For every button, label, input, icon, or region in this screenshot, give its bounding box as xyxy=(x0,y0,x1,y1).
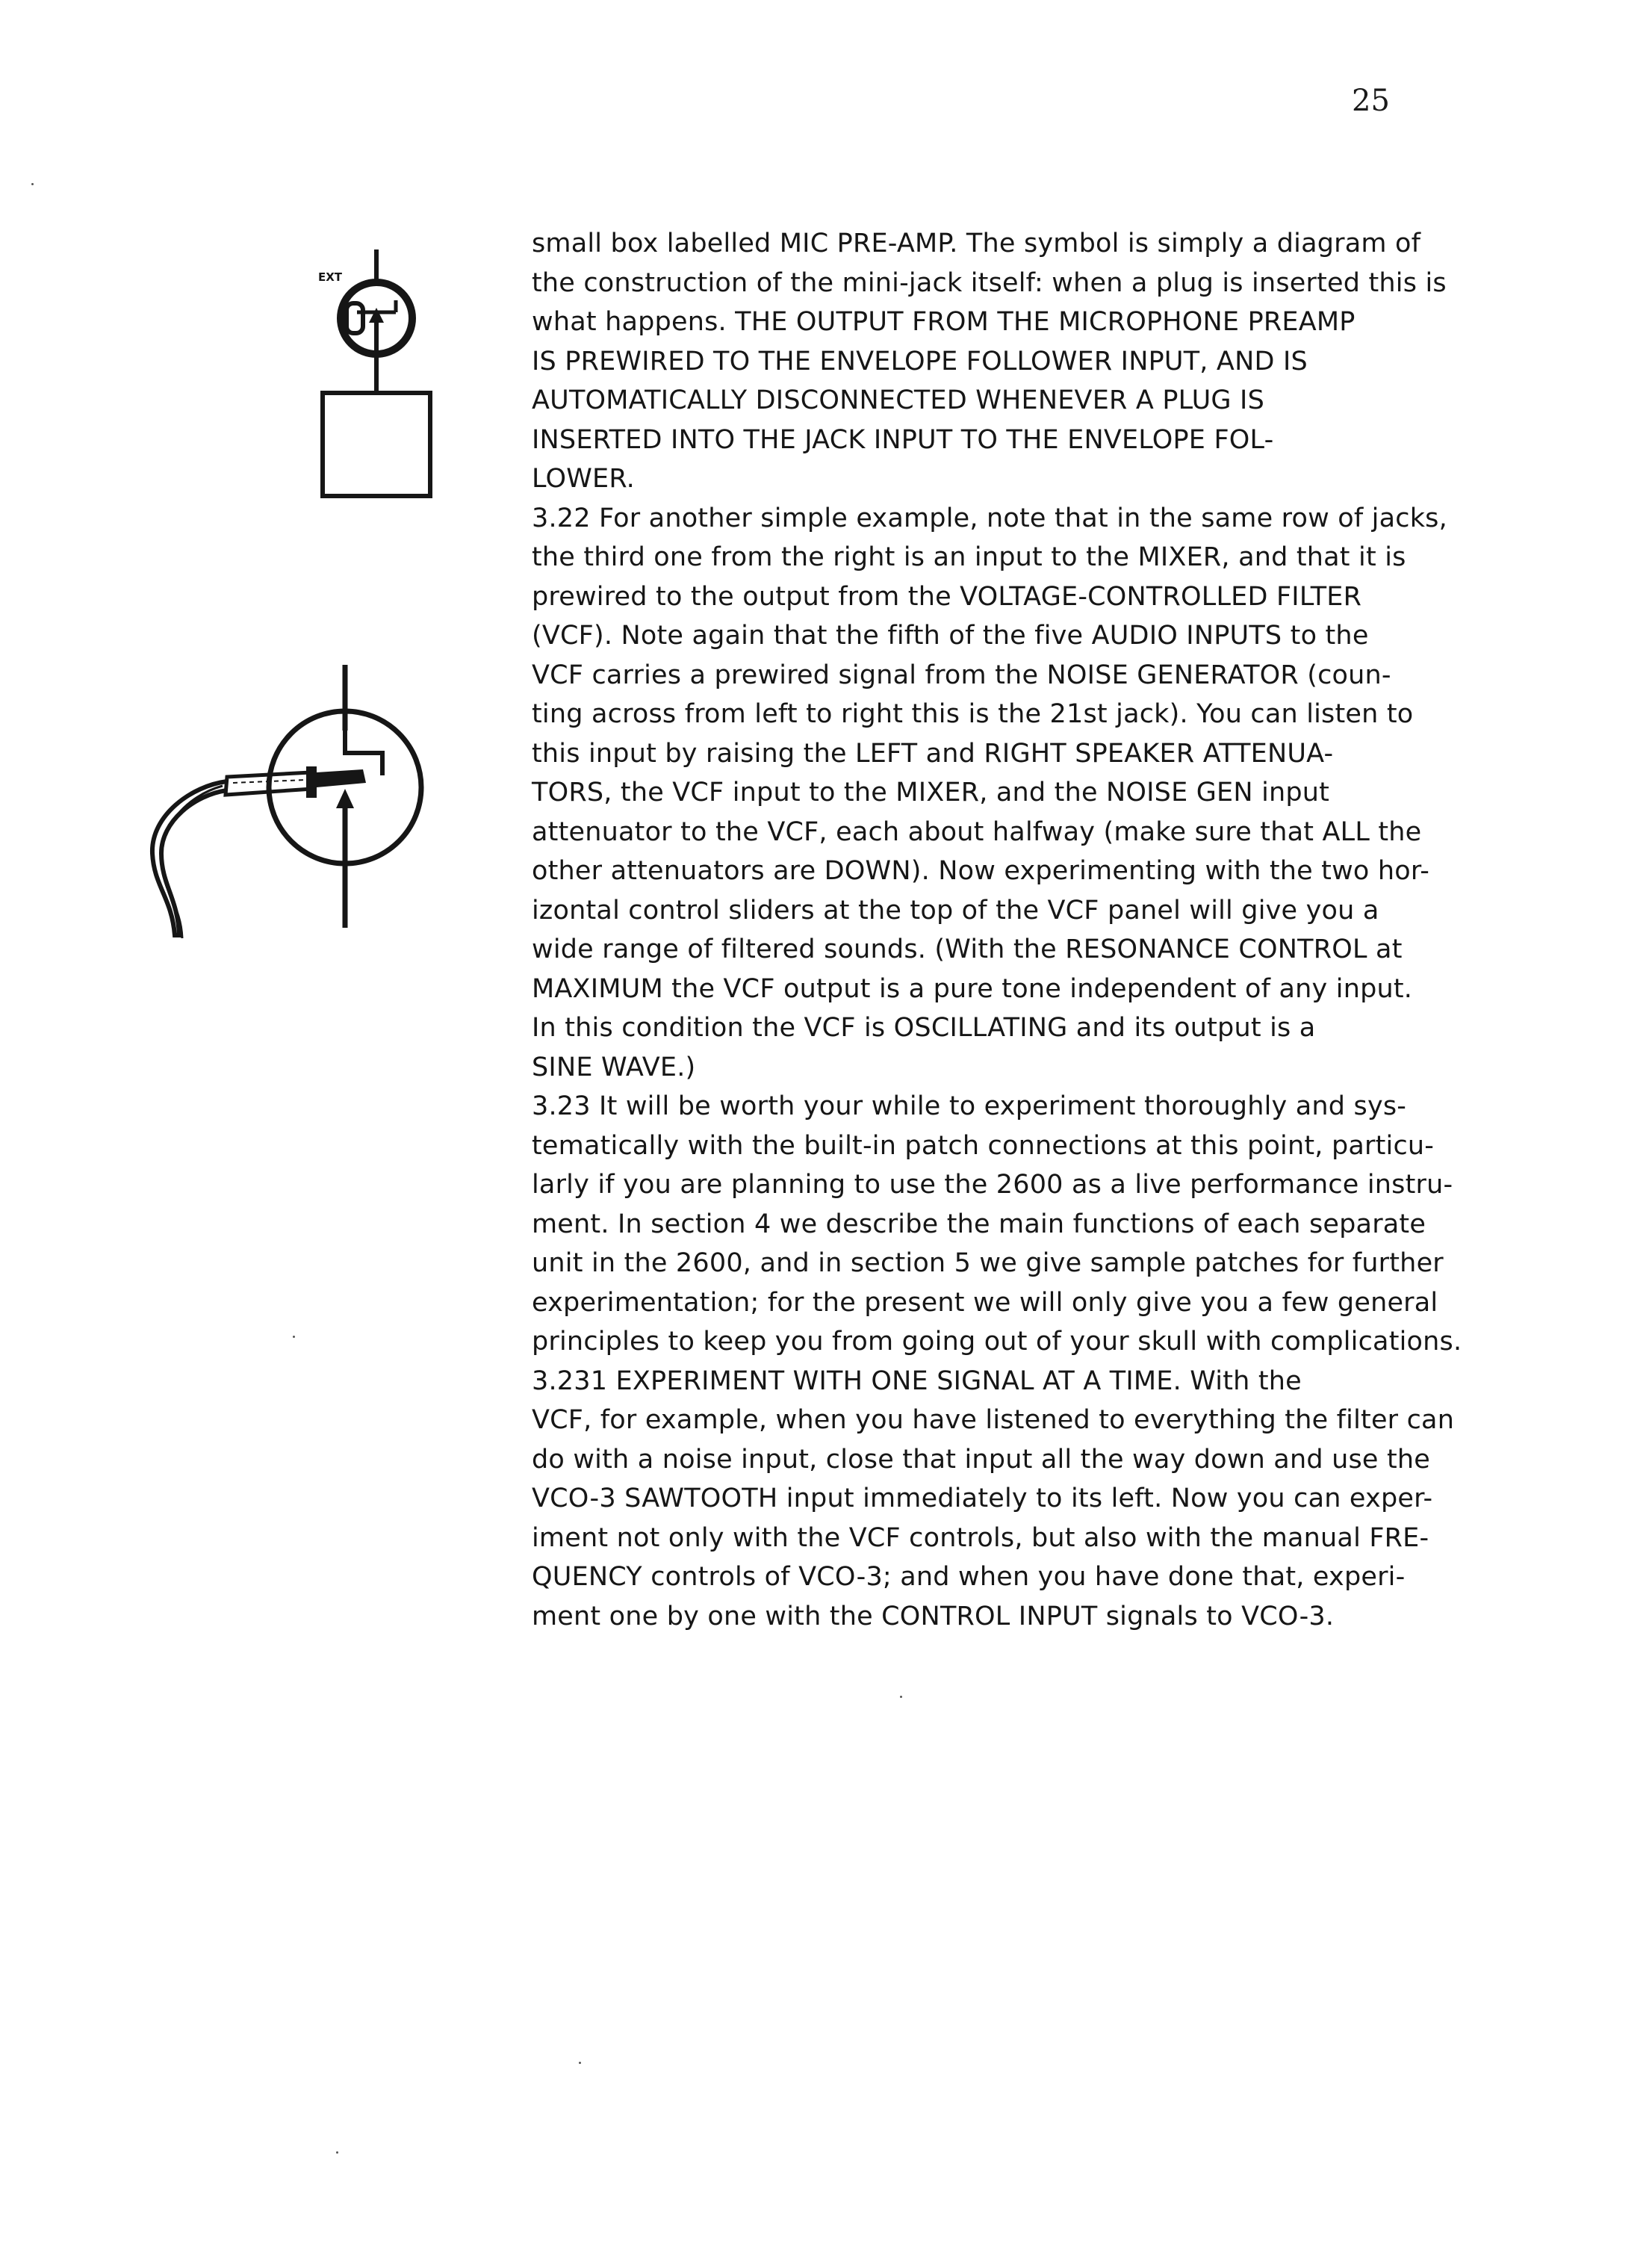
text-line: attenuator to the VCF, each about halfway (make sure that ALL the xyxy=(532,816,1422,847)
text-line: larly if you are planning to use the 2600 as a live performance instru- xyxy=(532,1170,1453,1200)
text-line: wide range of filtered sounds. (With the RESONANCE CONTROL at xyxy=(532,934,1403,964)
text-line: QUENCY controls of VCO-3; and when you have done that, experi- xyxy=(532,1562,1406,1592)
text-line: TORS, the VCF input to the MIXER, and the NOISE GEN input xyxy=(532,778,1330,808)
text-line: iment not only with the VCF controls, but also with the manual FRE- xyxy=(532,1522,1429,1553)
text-line: 3.23 It will be worth your while to experiment thoroughly and sys- xyxy=(532,1091,1407,1121)
plug-inserted-jack-diagram xyxy=(139,657,468,971)
text-line: In this condition the VCF is OSCILLATING and its output is a xyxy=(532,1013,1316,1043)
text-line: other attenuators are DOWN). Now experimenting with the two hor- xyxy=(532,856,1430,886)
text-line: experimentation; for the present we will only give you a few general xyxy=(532,1287,1438,1318)
mini-jack-symbol-diagram xyxy=(314,239,448,508)
text-line: prewired to the output from the VOLTAGE-CONTROLLED FILTER xyxy=(532,581,1362,612)
scan-speck xyxy=(900,1696,902,1698)
text-line: ment. In section 4 we describe the main functions of each separate xyxy=(532,1209,1426,1239)
text-line: MAXIMUM the VCF output is a pure tone independent of any input. xyxy=(532,973,1413,1004)
text-line: principles to keep you from going out of your skull with complications. xyxy=(532,1327,1462,1357)
text-line: izontal control sliders at the top of the VCF panel will give you a xyxy=(532,895,1379,926)
text-line: ting across from left to right this is the 21st jack). You can listen to xyxy=(532,699,1414,729)
scan-speck xyxy=(31,183,34,185)
text-line: this input by raising the LEFT and RIGHT SPEAKER ATTENUA- xyxy=(532,738,1334,769)
text-line: unit in the 2600, and in section 5 we give sample patches for further xyxy=(532,1248,1444,1278)
scan-speck xyxy=(579,2062,581,2064)
text-line: LOWER. xyxy=(532,464,635,494)
page-number: 25 xyxy=(1352,84,1390,118)
text-line: do with a noise input, close that input all the way down and use the xyxy=(532,1444,1430,1475)
text-line: the construction of the mini-jack itself: when a plug is inserted this is xyxy=(532,267,1447,298)
text-line: AUTOMATICALLY DISCONNECTED WHENEVER A PLUG IS xyxy=(532,385,1264,415)
text-line: IS PREWIRED TO THE ENVELOPE FOLLOWER INPUT, AND IS xyxy=(532,346,1308,376)
text-line: VCO-3 SAWTOOTH input immediately to its left. Now you can exper- xyxy=(532,1484,1433,1513)
text-line: small box labelled MIC PRE-AMP. The symbol is simply a diagram of xyxy=(532,229,1421,258)
text-line: VCF carries a prewired signal from the NOISE GENERATOR (coun- xyxy=(532,660,1391,690)
scan-speck xyxy=(293,1336,295,1338)
body-text xyxy=(532,224,1533,1636)
text-line: SINE WAVE.) xyxy=(532,1052,696,1082)
text-line: ment one by one with the CONTROL INPUT signals to VCO-3. xyxy=(532,1601,1335,1631)
scan-speck xyxy=(336,2151,338,2154)
text-line: (VCF). Note again that the fifth of the five AUDIO INPUTS to the xyxy=(532,621,1369,651)
text-line: what happens. THE OUTPUT FROM THE MICROPHONE PREAMP xyxy=(532,307,1356,337)
ext-label: EXT xyxy=(318,270,343,284)
text-line: INSERTED INTO THE JACK INPUT TO THE ENVELOPE FOL- xyxy=(532,424,1274,455)
text-line: the third one from the right is an input to the MIXER, and that it is xyxy=(532,542,1406,572)
text-line: 3.22 For another simple example, note that in the same row of jacks, xyxy=(532,503,1447,533)
text-line: tematically with the built-in patch connections at this point, particu- xyxy=(532,1130,1435,1161)
text-line: VCF, for example, when you have listened to everything the filter can xyxy=(532,1405,1455,1435)
text-line: 3.231 EXPERIMENT WITH ONE SIGNAL AT A TIME. With the xyxy=(532,1366,1302,1396)
